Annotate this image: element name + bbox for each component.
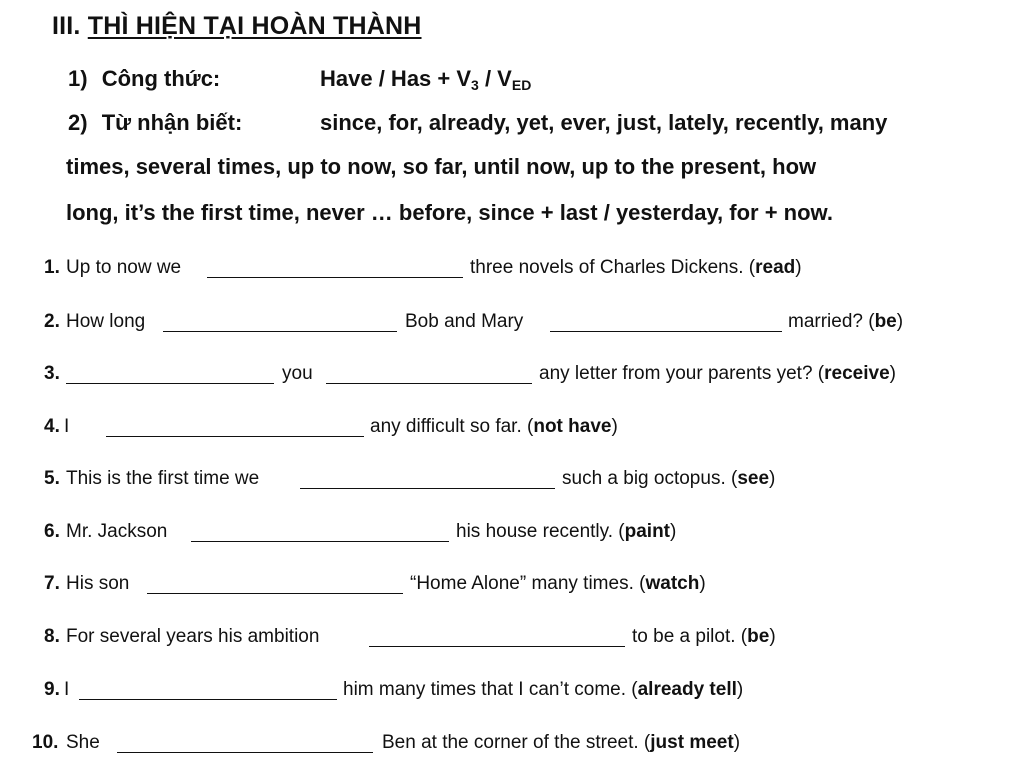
- section-number: III.: [52, 12, 81, 40]
- signal-words-line-2: times, several times, up to now, so far, until now, up to the present, how: [66, 154, 817, 179]
- answer-blank[interactable]: [207, 277, 463, 278]
- formula-number: 1): [68, 66, 88, 91]
- answer-blank[interactable]: [106, 436, 364, 437]
- signal-words-line-1: since, for, already, yet, ever, just, lately, recently, many: [320, 110, 888, 135]
- answer-blank[interactable]: [147, 593, 403, 594]
- answer-blank[interactable]: [163, 331, 397, 332]
- formula-label: Công thức:: [101, 66, 221, 91]
- answer-blank[interactable]: [369, 646, 625, 647]
- answer-blank[interactable]: [326, 383, 532, 384]
- signal-number: 2): [68, 110, 88, 135]
- section-heading: [52, 12, 422, 41]
- answer-blank[interactable]: [117, 752, 373, 753]
- answer-blank[interactable]: [66, 383, 274, 384]
- answer-blank[interactable]: [550, 331, 782, 332]
- answer-blank[interactable]: [191, 541, 449, 542]
- formula-row: [68, 66, 532, 93]
- signal-label: Từ nhận biết:: [101, 110, 243, 135]
- signal-words-row: [68, 110, 888, 136]
- answer-blank[interactable]: [300, 488, 555, 489]
- signal-words-line-3: long, it’s the first time, never … before, since + last / yesterday, for + now.: [66, 200, 833, 225]
- section-title: THÌ HIỆN TẠI HOÀN THÀNH: [87, 12, 422, 40]
- answer-blank[interactable]: [79, 699, 337, 700]
- formula-text: Have / Has + $V_3 / V_{ED}$: [320, 66, 532, 93]
